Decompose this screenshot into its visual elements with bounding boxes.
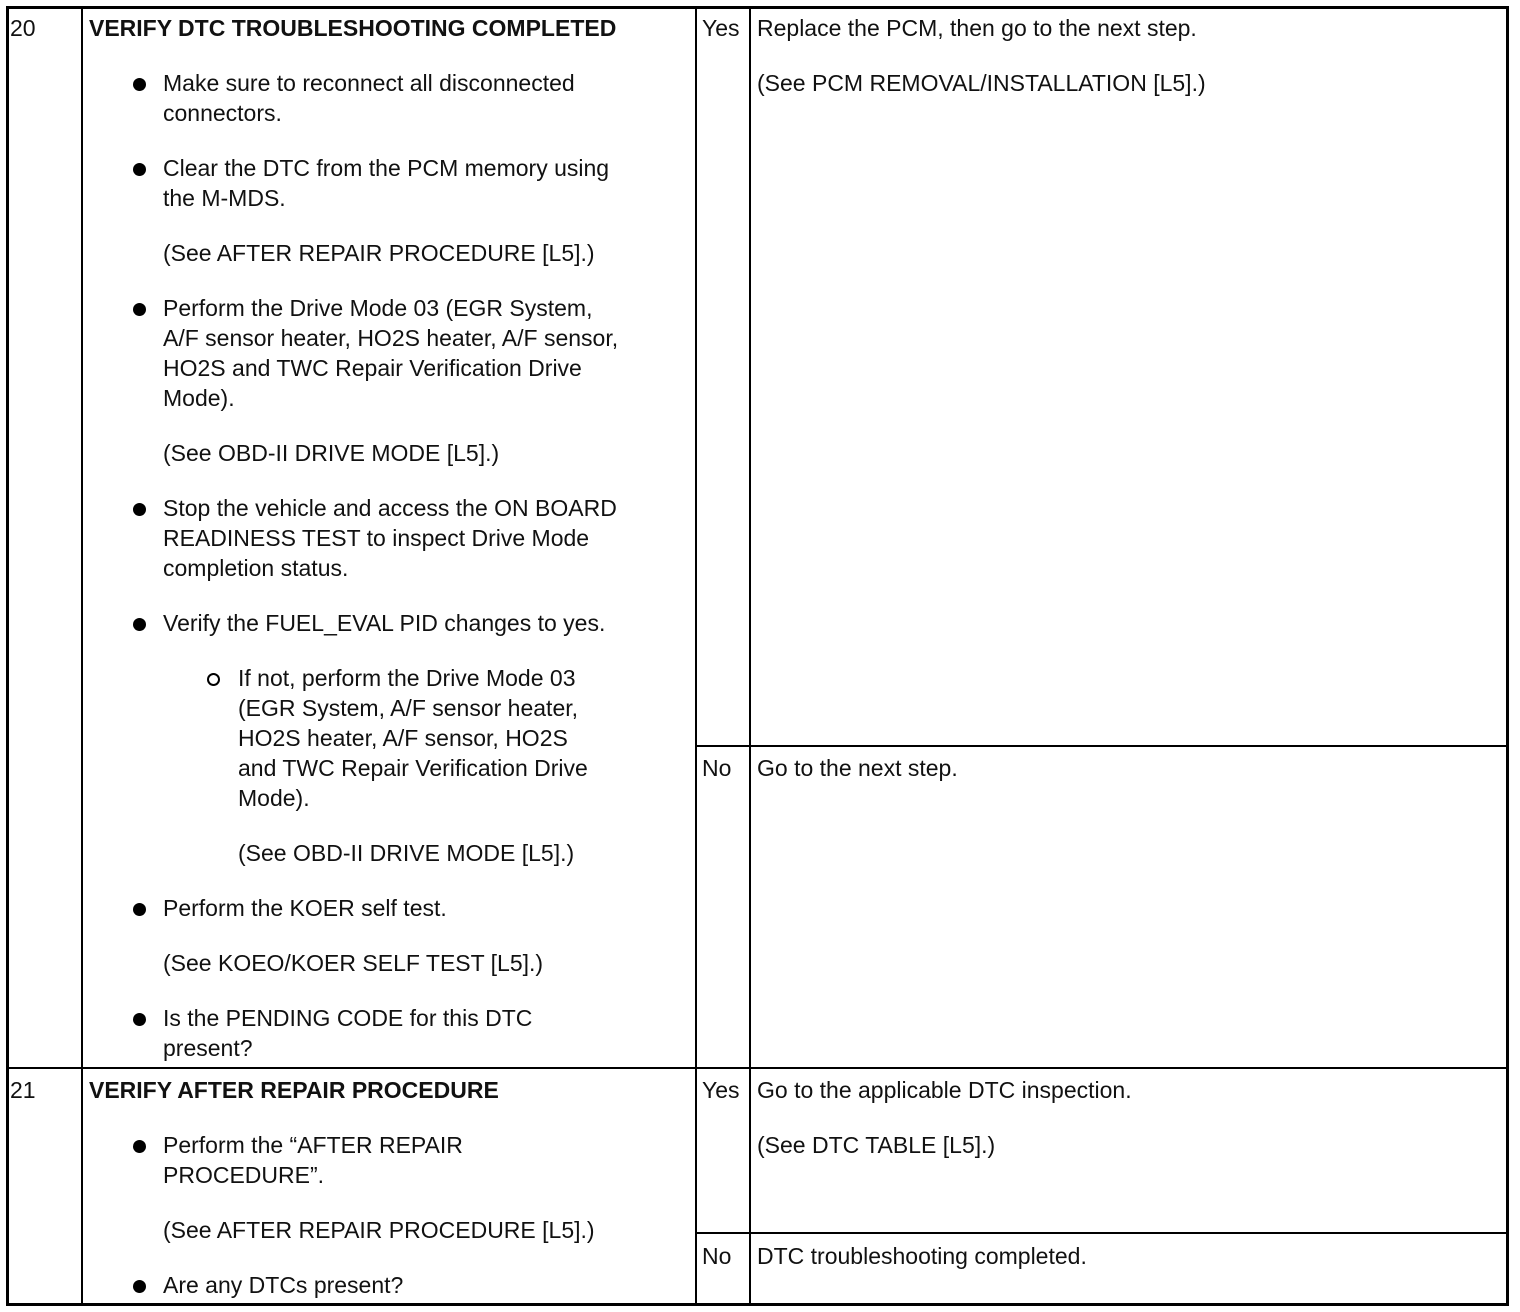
result-no-label: No — [702, 755, 732, 781]
bullet-icon — [133, 1140, 146, 1153]
bullet-icon — [133, 303, 146, 316]
sub-item: HO2S heater, A/F sensor, HO2S — [238, 725, 568, 751]
inspection-item: PROCEDURE”. — [163, 1162, 325, 1188]
inspection-item: HO2S and TWC Repair Verification Drive — [163, 355, 582, 381]
bullet-icon — [133, 1280, 146, 1293]
row-divider — [6, 1067, 1509, 1069]
reference-text: (See DTC TABLE [L5].) — [757, 1132, 996, 1158]
inspection-item: Perform the Drive Mode 03 (EGR System, — [163, 295, 593, 321]
step-number: 21 — [10, 1077, 36, 1103]
inspection-item: Make sure to reconnect all disconnected — [163, 70, 575, 96]
bullet-icon — [133, 163, 146, 176]
action-text: DTC troubleshooting completed. — [757, 1243, 1087, 1269]
sub-bullet-icon — [207, 673, 220, 686]
reference-text: (See AFTER REPAIR PROCEDURE [L5].) — [163, 1217, 595, 1243]
inspection-item: connectors. — [163, 100, 282, 126]
action-text: Go to the applicable DTC inspection. — [757, 1077, 1132, 1103]
inspection-item: Is the PENDING CODE for this DTC — [163, 1005, 533, 1031]
inspection-item: completion status. — [163, 555, 349, 581]
reference-text: (See OBD-II DRIVE MODE [L5].) — [163, 440, 500, 466]
bullet-icon — [133, 618, 146, 631]
inspection-item: present? — [163, 1035, 253, 1061]
result-no-label: No — [702, 1243, 732, 1269]
step-number: 20 — [10, 15, 36, 41]
bullet-icon — [133, 503, 146, 516]
reference-text: (See PCM REMOVAL/INSTALLATION [L5].) — [757, 70, 1206, 96]
sub-item: If not, perform the Drive Mode 03 — [238, 665, 576, 691]
sub-item: and TWC Repair Verification Drive — [238, 755, 588, 781]
bullet-icon — [133, 1013, 146, 1026]
column-divider-action — [749, 6, 751, 1306]
inspection-item: Perform the KOER self test. — [163, 895, 447, 921]
column-divider-result — [695, 6, 697, 1306]
inspection-item: Stop the vehicle and access the ON BOARD — [163, 495, 617, 521]
yes-no-divider — [695, 1232, 1509, 1234]
action-text: Replace the PCM, then go to the next step. — [757, 15, 1197, 41]
sub-item: (EGR System, A/F sensor heater, — [238, 695, 579, 721]
inspection-item: the M-MDS. — [163, 185, 286, 211]
result-yes-label: Yes — [702, 15, 740, 41]
reference-text: (See OBD-II DRIVE MODE [L5].) — [238, 840, 575, 866]
bullet-icon — [133, 903, 146, 916]
sub-item: Mode). — [238, 785, 310, 811]
reference-text: (See AFTER REPAIR PROCEDURE [L5].) — [163, 240, 595, 266]
step-title: VERIFY AFTER REPAIR PROCEDURE — [89, 1077, 499, 1103]
result-yes-label: Yes — [702, 1077, 740, 1103]
inspection-item: Verify the FUEL_EVAL PID changes to yes. — [163, 610, 606, 636]
inspection-item: Mode). — [163, 385, 235, 411]
inspection-item: Are any DTCs present? — [163, 1272, 404, 1298]
reference-text: (See KOEO/KOER SELF TEST [L5].) — [163, 950, 544, 976]
inspection-item: READINESS TEST to inspect Drive Mode — [163, 525, 590, 551]
step-title: VERIFY DTC TROUBLESHOOTING COMPLETED — [89, 15, 617, 41]
inspection-item: Clear the DTC from the PCM memory using — [163, 155, 610, 181]
column-divider-step — [81, 6, 83, 1306]
inspection-item: Perform the “AFTER REPAIR — [163, 1132, 463, 1158]
yes-no-divider — [695, 745, 1509, 747]
inspection-item: A/F sensor heater, HO2S heater, A/F sensor, — [163, 325, 619, 351]
action-text: Go to the next step. — [757, 755, 958, 781]
bullet-icon — [133, 78, 146, 91]
